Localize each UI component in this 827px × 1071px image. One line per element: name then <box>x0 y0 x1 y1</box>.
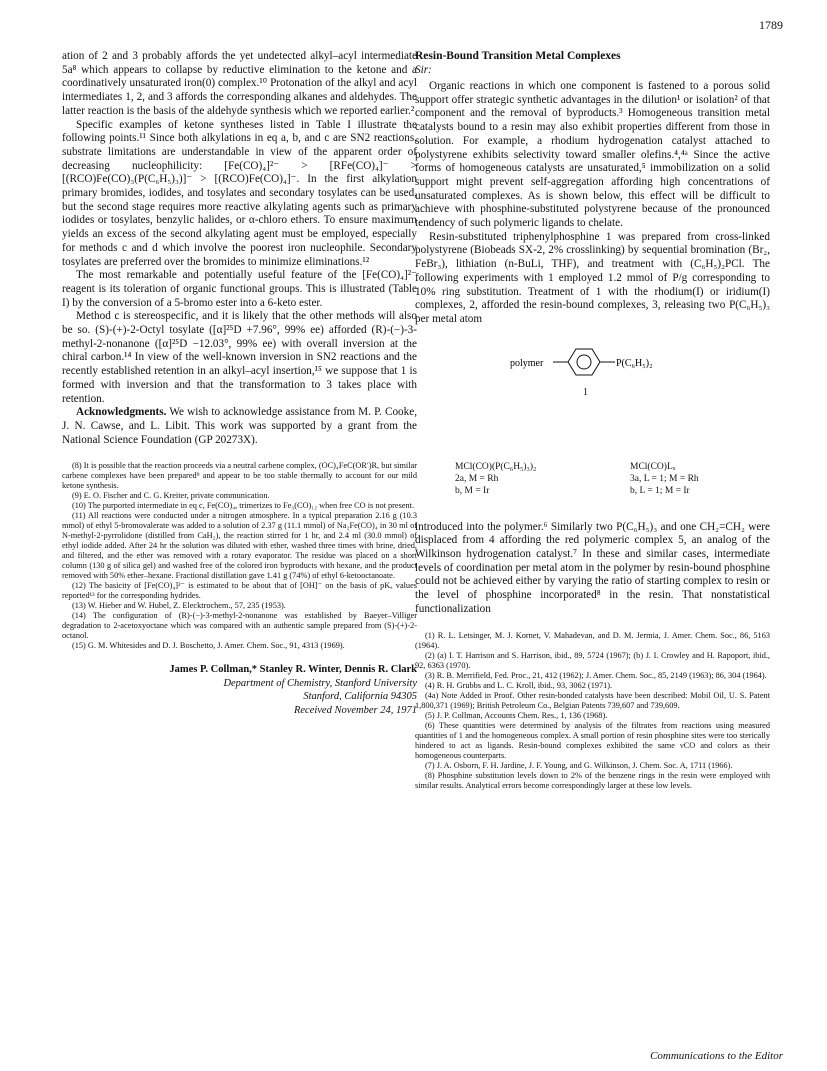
left-column <box>62 50 417 717</box>
right-paragraph-3: introduced into the polymer.⁶ Similarly two P(C₆H₅)₃ and one CH₂=CH₂ were displaced from 4 affording the red polymeric complex 5, an analog of the Wilkinson hydrogenation catalyst.⁷ In these and similar cases, intermediate levels of coordination per metal atom in the polymer by resin-bound phosphine could not be achieved either by varying the ratio of starting complex to resin or the level of phosphine incorporated⁸ in the resin. That nonstatistical functionalization <box>415 520 770 615</box>
compound-2-formula: MCl(CO)(P(C₆H₅)₃)₂ <box>455 461 537 472</box>
left-paragraph-4: Method c is stereospecific, and it is likely that the other methods will also be so. (S)-(+)-2-Octyl tosylate ([α]²⁵D +7.96°, 99% ee) afforded (R)-(−)-3-methyl-2-nonanone ([α]²⁵D −12.03°, 99% ee) with overall inversion at the chiral carbon.¹⁴ In view of the well-known inversion in SN2 reactions and the recently established retention in an alkyl–acyl insertion,¹⁵ we suppose that 1 is formed with inversion and that the transformation to 3 takes place with retention. <box>62 310 417 405</box>
footnote: (9) E. O. Fischer and C. G. Kreiter, private communication. <box>72 491 270 501</box>
aromatic-circle <box>577 355 591 369</box>
footnote: (11) All reactions were conducted under a nitrogen atmosphere. In a typical preparation 2.16 g (10.3 mmol) of ethyl 5-bromovalerate was added to a solution of 2.37 g (11.1 mmol) of Na₂Fe(CO)₄ in 30 ml of N-methyl-2-pyrrolidone (distilled from CaH₂), the reaction stirred for 1 hr, and 2.4 ml (30.0 mmol) of ethyl iodide added. After 24 hr the solution was diluted with ether, washed three times with brine, dried, and filtered, and the ether was removed with a rotary evaporator. The residue was placed on a short column (130 g of silica gel) and washed free of the colored iron byproducts with hexane, and the product removed with 50% ether–hexane. Fractional distillation gave 1.41 g (74%) of ethyl 6-ketooctanoate. <box>62 511 417 581</box>
compound-3-block <box>630 461 699 497</box>
ack-text: We wish to acknowledge assistance from M. P. Cooke, J. N. Cawse, and L. Libit. This work was supported by a grant from the National Science Foundation (GP 20273X). <box>62 406 417 446</box>
footnote: (12) The basicity of [Fe(CO)₄]²⁻ is estimated to be about that of [OH]⁻ on the basis of pKₐ values reported¹³ for the corresponding hydrides. <box>62 581 417 601</box>
received-date: Received November 24, 1971 <box>293 704 417 716</box>
compound-3-formula: MCl(CO)Lₓ <box>630 461 676 472</box>
footnote: (2) (a) I. T. Harrison and S. Harrison, ibid., 89, 5724 (1967); (b) J. I. Crowley and H. Rapoport, ibid., 92, 6363 (1970). <box>415 650 770 670</box>
polymer-label: polymer <box>510 357 544 369</box>
author-names: James P. Collman,* Stanley R. Winter, Dennis R. Clark <box>169 664 417 676</box>
footnote: (10) The purported intermediate in eq c, Fe(CO)₄, trimerizes to Fe₃(CO)₁₂ when free CO is not present. <box>72 501 415 511</box>
footnote: (4a) Note Added in Proof. Other resin-bonded catalysts have been described: Mobil Oil, U. S. Patent 1,800,371 (1969); British Petroleum Co., Belgian Patents 739,607 and 739,609. <box>415 690 770 710</box>
affiliation-line-1: Department of Chemistry, Stanford University <box>223 677 417 689</box>
compound-2-block <box>455 461 536 497</box>
acknowledgments <box>62 406 417 447</box>
author-block <box>62 663 417 717</box>
affiliation-line-2: Stanford, California 94305 <box>303 691 417 703</box>
compound-1-label: 1 <box>583 386 588 398</box>
footnote: (7) J. A. Osborn, F. H. Jardine, J. F. Young, and G. Wilkinson, J. Chem. Soc. A, 1711 (1966). <box>425 760 733 770</box>
footnote: (6) These quantities were determined by analysis of the filtrates from reactions using measured quantities of 1 and the homogeneous complex. A small portion of resin phosphine sites were too sterically hindered to act as ligands. Resin-bound complexes exhibited the same νCO and colors as their homogeneous counterparts. <box>415 720 770 760</box>
left-paragraph-2: Specific examples of ketone syntheses listed in Table I illustrate the following points.¹¹ Since both alkylations in eq a, b, and c are SN2 reactions, substrate limitations are understandable in view of the apparent order of decreasing nucleophilicity: [Fe(CO)₄]²⁻ > [RFe(CO)₄]⁻ > [(RCO)Fe(CO)₃(P(C₆H₅)₃)]⁻ > [(RCO)Fe(CO)₄]⁻. In the first alkylation primary bromides, iodides, and tosylates and secondary tosylates can be used, but the second stage requires more reactive alkylating agents such as primary iodides or tosylates, benzylic halides, or α-chloro ethers. To ensure maximum yields an excess of the second alkylating agent must be employed, especially for methods c and d which involve the poorest iron nucleophile. Secondary tosylates are preferred over the bromides to minimize eliminations.¹² <box>62 118 417 268</box>
footnote: (1) R. L. Letsinger, M. J. Kornet, V. Mahadevan, and D. M. Jermia, J. Amer. Chem. Soc., 86, 5163 (1964). <box>415 630 770 650</box>
footnote: (8) It is possible that the reaction proceeds via a neutral carbene complex, (OC)₄FeC(OR′)R, but similar carbene complexes have been prepared⁹ and appear to be too stable thermally to account for our mild ketone synthesis. <box>62 461 417 491</box>
right-footnotes <box>415 631 770 791</box>
right-paragraph-2: Resin-substituted triphenylphosphine 1 was prepared from cross-linked polystyrene (Biobeads SX-2, 2% crosslinking) by sequential bromination (Br₂, FeBr₃), lithiation (n-BuLi, THF), and treatment with (C₆H₅)₂PCl. The following experiments with 1 employed 1.2 mmol of P/g corresponding to 10% ring substitution. Treatment of 1 with the rhodium(I) or iridium(I) complexes, 2, afforded the resin-bound complexes, 3, releasing two P(C₆H₅)₃ per metal atom <box>415 230 770 325</box>
journal-section-footer: Communications to the Editor <box>650 1050 783 1062</box>
footnote: (3) R. B. Merrifield, Fed. Proc., 21, 412 (1962); J. Amer. Chem. Soc., 85, 2149 (1963); 86, 304 (1964). <box>425 670 767 680</box>
polymer-phosphine-structure <box>510 337 690 387</box>
structure-figure <box>415 333 770 511</box>
article-title: Resin-Bound Transition Metal Complexes <box>415 50 621 62</box>
footnote: (15) G. M. Whitesides and D. J. Boschetto, J. Amer. Chem. Soc., 91, 4313 (1969). <box>72 641 345 651</box>
left-paragraph-3: The most remarkable and potentially useful feature of the [Fe(CO)₄]²⁻ reagent is its toleration of organic functional groups. This is illustrated (Table I) by the conversion of a 5-bromo ester into a 6-keto ester. <box>62 269 417 309</box>
left-footnotes <box>62 461 417 651</box>
left-paragraph-1: ation of 2 and 3 probably affords the yet undetected alkyl–acyl intermediate 5a⁸ which appears to collapse by reductive elimination to the ketone and a coordinatively unsaturated iron(0) complex.¹⁰ Protonation of the alkyl and acyl intermediates 1, 2, and 3 affords the corresponding alkanes and aldehydes. The latter reaction is the basis of the aldehyde synthesis which we reported earlier.² <box>62 50 417 117</box>
compound-3a-label: 3a, L = 1; M = Rh <box>630 473 699 484</box>
ack-heading: Acknowledgments. <box>76 406 167 419</box>
footnote: (4) R. H. Grubbs and L. C. Kroll, ibid., 93, 3062 (1971). <box>425 680 613 690</box>
compound-3b-label: b, L = 1; M = Ir <box>630 485 690 496</box>
phosphine-label: P(C₆H₅)₂ <box>616 357 653 369</box>
footnote: (14) The configuration of (R)-(−)-3-methyl-2-nonanone was established by Baeyer–Villiger degradation to 2-acetoxyoctane which was compared with an authentic sample prepared from (S)-(+)-2-octanol. <box>62 611 417 641</box>
compound-2a-label: 2a, M = Rh <box>455 473 499 484</box>
page-number: 1789 <box>759 18 783 32</box>
compound-2b-label: b, M = Ir <box>455 485 490 496</box>
footnote: (8) Phosphine substitution levels down to 2% of the benzene rings in the resin were employed with similar results. Analytical errors become correspondingly larger at these low levels. <box>415 770 770 790</box>
footnote: (13) W. Hieber and W. Hubel, Z. Elecktrochem., 57, 235 (1953). <box>72 601 286 611</box>
footnote: (5) J. P. Collman, Accounts Chem. Res., 1, 136 (1968). <box>425 710 608 720</box>
salutation: Sir: <box>415 64 432 76</box>
right-column <box>415 50 770 791</box>
benzene-ring <box>568 349 600 375</box>
right-paragraph-1: Organic reactions in which one component is fastened to a porous solid support offer strategic synthetic advantages in the dilution¹ or isolation² of that component and the removal of byproducts.³ Homogeneous transition metal catalysts bound to a resin may also exhibit properties different from those in solution. For example, a rhodium hydrogenation catalyst attached to polystyrene exhibits selectivity toward smaller olefins.⁴,⁴ᵃ Since the active forms of homogeneous catalysts are unsaturated,⁵ immobilization on a solid support might prevent self-aggregation affording high concentrations of unsaturated complexes. As is shown below, this effect will be difficult to achieve with phosphine-substituted polystyrene because of the pronounced tendency of such polymeric ligands to chelate. <box>415 80 770 230</box>
